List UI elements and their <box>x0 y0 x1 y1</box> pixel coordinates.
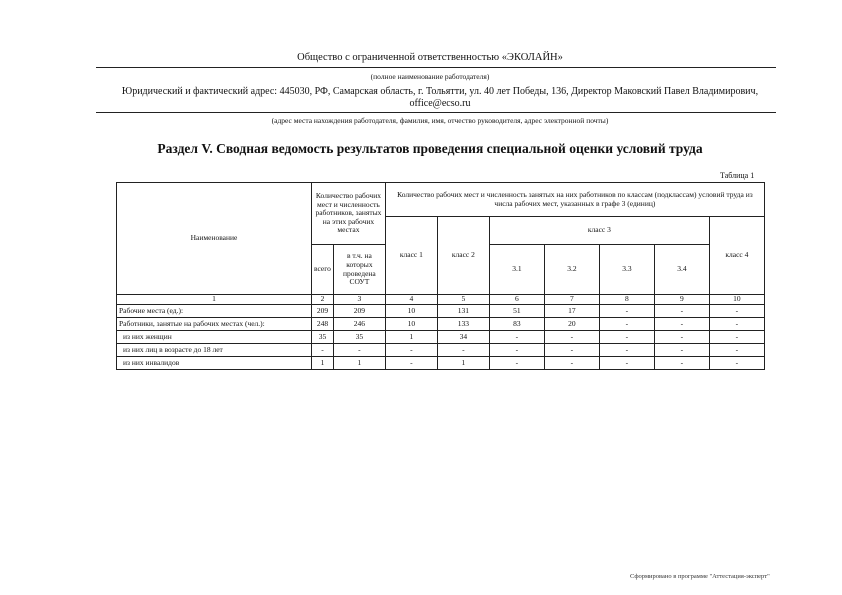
header-classes-group: Количество рабочих мест и численность занятых на них работников по классам (подклассам) условий труда из числа рабочих мест, указанных в графе 3 (единиц) <box>385 183 764 217</box>
table-cell: 209 <box>312 305 334 318</box>
table-row-under-18 <box>117 344 765 357</box>
address-underline <box>96 112 776 113</box>
col-number: 10 <box>709 295 764 305</box>
summary-table <box>116 182 765 370</box>
table-cell: 35 <box>333 331 385 344</box>
table-cell: - <box>544 331 599 344</box>
table-row-workplaces <box>117 305 765 318</box>
header-sout: в т.ч. на которых проведена СОУТ <box>333 245 385 295</box>
address-line: Юридический и фактический адрес: 445030, РФ, Самарская область, г. Тольятти, ул. 40 лет Победы, 136, Директор Маковский Павел Владимирович, <box>121 86 759 97</box>
col-number: 5 <box>437 295 489 305</box>
table-cell: 246 <box>333 318 385 331</box>
table-cell: - <box>709 318 764 331</box>
organization-underline <box>96 67 776 68</box>
table-cell: 1 <box>437 357 489 370</box>
table-cell: - <box>709 331 764 344</box>
row-label: из них женщин <box>117 331 312 344</box>
table-cell: - <box>599 318 654 331</box>
table-cell: - <box>599 331 654 344</box>
header-class-3: класс 3 <box>489 217 709 245</box>
table-cell: - <box>709 357 764 370</box>
table-cell: - <box>544 344 599 357</box>
table-cell: 1 <box>333 357 385 370</box>
row-label: из них инвалидов <box>117 357 312 370</box>
table-cell: - <box>599 357 654 370</box>
table-cell: 35 <box>312 331 334 344</box>
col-number: 4 <box>385 295 437 305</box>
table-cell: 1 <box>385 331 437 344</box>
header-class-1: класс 1 <box>385 217 437 295</box>
table-cell: - <box>599 344 654 357</box>
table-cell: 34 <box>437 331 489 344</box>
table-cell: - <box>333 344 385 357</box>
table-cell: - <box>599 305 654 318</box>
address-caption: (адрес места нахождения работодателя, фамилия, имя, отчество руководителя, адрес электронной почты) <box>271 116 609 125</box>
table-label: Таблица 1 <box>720 171 755 180</box>
header-class-4: класс 4 <box>709 217 764 295</box>
footer-note: Сформировано в программе "Аттестация-эксперт" <box>630 573 770 580</box>
table-cell: 131 <box>437 305 489 318</box>
section-title: Раздел V. Сводная ведомость результатов проведения специальной оценки условий труда <box>157 141 703 156</box>
table-row-disabled <box>117 357 765 370</box>
table-cell: 209 <box>333 305 385 318</box>
table-cell: - <box>312 344 334 357</box>
table-cell: - <box>654 357 709 370</box>
email-line: office@ecso.ru <box>409 98 471 109</box>
row-label: Работники, занятые на рабочих местах (чел.): <box>117 318 312 331</box>
header-sub-3-4: 3.4 <box>654 245 709 295</box>
table-row-workers <box>117 318 765 331</box>
table-cell: - <box>437 344 489 357</box>
col-number: 6 <box>489 295 544 305</box>
table-cell: 20 <box>544 318 599 331</box>
table-cell: 248 <box>312 318 334 331</box>
header-sub-3-3: 3.3 <box>599 245 654 295</box>
col-number: 1 <box>117 295 312 305</box>
table-cell: 10 <box>385 305 437 318</box>
table-cell: - <box>654 318 709 331</box>
header-sub-3-2: 3.2 <box>544 245 599 295</box>
table-cell: - <box>654 331 709 344</box>
col-number: 3 <box>333 295 385 305</box>
table-cell: 17 <box>544 305 599 318</box>
table-cell: - <box>385 344 437 357</box>
table-cell: - <box>709 344 764 357</box>
header-workplaces-group: Количество рабочих мест и численность работников, занятых на этих рабочих местах <box>312 183 386 245</box>
table-cell: 10 <box>385 318 437 331</box>
table-cell: 133 <box>437 318 489 331</box>
table-cell: - <box>709 305 764 318</box>
table-cell: - <box>654 305 709 318</box>
table-row-women <box>117 331 765 344</box>
col-number: 2 <box>312 295 334 305</box>
table-cell: - <box>489 357 544 370</box>
table-cell: 51 <box>489 305 544 318</box>
table-cell: 83 <box>489 318 544 331</box>
table-cell: - <box>489 331 544 344</box>
table-cell: - <box>544 357 599 370</box>
col-number: 9 <box>654 295 709 305</box>
header-sub-3-1: 3.1 <box>489 245 544 295</box>
organization-name: Общество с ограниченной ответственностью «ЭКОЛАЙН» <box>297 52 563 63</box>
col-number: 7 <box>544 295 599 305</box>
header-name: Наименование <box>117 183 312 295</box>
header-class-2: класс 2 <box>437 217 489 295</box>
col-number: 8 <box>599 295 654 305</box>
table-cell: - <box>385 357 437 370</box>
row-label: из них лиц в возрасте до 18 лет <box>117 344 312 357</box>
organization-caption: (полное наименование работодателя) <box>370 72 490 81</box>
table-cell: 1 <box>312 357 334 370</box>
table-cell: - <box>654 344 709 357</box>
header-total: всего <box>312 245 334 295</box>
table-cell: - <box>489 344 544 357</box>
column-number-row <box>117 295 765 305</box>
row-label: Рабочие места (ед.): <box>117 305 312 318</box>
